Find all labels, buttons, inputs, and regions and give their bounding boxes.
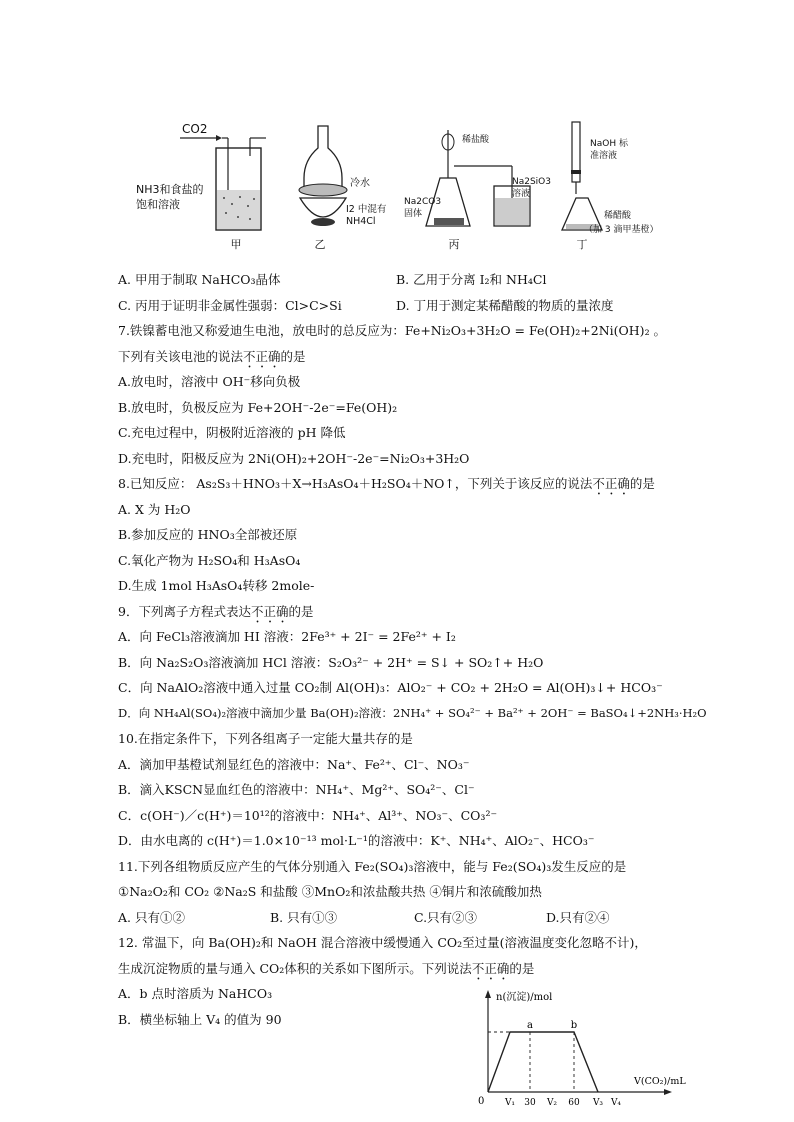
y-axis-arrow xyxy=(485,990,491,998)
q7-stem-1: 7.铁镍蓄电池又称爱迪生电池，放电时的总反应为：Fe+Ni₂O₃+3H₂O = Fe(OH)₂+2Ni(OH)₂ 。 xyxy=(118,323,667,338)
na2sio3-label: Na2SiO3 溶液 xyxy=(512,177,551,199)
q8-emphasis: 不正确 xyxy=(592,476,630,491)
q12-emphasis: 不正确 xyxy=(471,960,510,976)
q11-option-b: B. 只有①③ xyxy=(269,909,338,925)
hcl-label: 稀盐酸 xyxy=(462,135,490,145)
q12-option-b: B．横坐标轴上 V₄ 的值为 90 xyxy=(118,1011,282,1027)
naoh-label: NaOH 标准溶液 xyxy=(590,139,628,161)
q7-stem-text: 下列有关该电池的说法 xyxy=(118,348,244,364)
q9-stem-end: 的是 xyxy=(288,603,314,619)
tick-v4: V₄ xyxy=(610,1098,622,1108)
q12-option-a: A．b 点时溶质为 NaHCO₃ xyxy=(118,986,273,1001)
q8-option-d: D.生成 1mol H₃AsO₄转移 2mole- xyxy=(118,578,315,593)
q9-option-b: B．向 Na₂S₂O₃溶液滴加 HCl 溶液：S₂O₃²⁻ + 2H⁺ = S↓ + SO₂↑+ H₂O xyxy=(118,654,544,670)
na2co3-label: Na2CO3 固体 xyxy=(404,197,442,219)
q10-option-d: D．由水电离的 c(H⁺)＝1.0×10⁻¹³ mol·L⁻¹的溶液中：K⁺、NH₄⁺、AlO₂⁻、HCO₃⁻ xyxy=(118,833,595,848)
q8-option-b: B.参加反应的 HNO₃全部被还原 xyxy=(118,527,298,542)
precipitate-graph-svg xyxy=(474,988,694,1118)
origin-label: 0 xyxy=(478,1096,485,1107)
q9-emphasis: 不正确 xyxy=(250,603,289,619)
q8-option-c: C.氧化产物为 H₂SO₄和 H₃AsO₄ xyxy=(118,552,301,568)
q12-stem-end: 的是 xyxy=(509,960,535,976)
q7-emphasis: 不正确 xyxy=(243,348,281,364)
iodine-mixture-label: I2 中混有 NH4Cl xyxy=(346,204,387,227)
q12-stem-text: 生成沉淀物质的量与通入 CO₂体积的关系如下图所示。下列说法 xyxy=(118,960,472,976)
q12-stem-2 xyxy=(118,956,718,982)
caption-yi: 乙 xyxy=(314,238,326,251)
q9-option-c: C．向 NaAlO₂溶液中通入过量 CO₂制 Al(OH)₃：AlO₂⁻ + CO₂ + 2H₂O = Al(OH)₃↓+ HCO₃⁻ xyxy=(118,680,663,695)
q10-option-c: C．c(OH⁻)／c(H⁺)＝10¹²的溶液中：NH₄⁺、Al³⁺、NO₃⁻、CO₃²⁻ xyxy=(118,807,498,823)
indicator-label: （加 3 滴甲基橙） xyxy=(584,225,659,235)
q9-option-a: A．向 FeCl₃溶液滴加 HI 溶液：2Fe³⁺ + 2I⁻ = 2Fe²⁺ + I₂ xyxy=(118,629,456,644)
precipitate-curve xyxy=(488,1032,598,1092)
y-axis-label: n(沉淀)/mol xyxy=(496,992,553,1003)
q12-stem-1: 12. 常温下，向 Ba(OH)₂和 NaOH 混合溶液中缓慢通入 CO₂至过量(溶液温度变化忽略不计)， xyxy=(118,935,647,950)
q6-option-b: B. 乙用于分离 I₂和 NH₄Cl xyxy=(396,272,547,287)
q10-option-a: A．滴加甲基橙试剂显红色的溶液中：Na⁺、Fe²⁺、Cl⁻、NO₃⁻ xyxy=(118,756,470,772)
q7-option-a: A.放电时，溶液中 OH⁻移向负极 xyxy=(118,374,301,389)
q11-option-a: A. 只有①② xyxy=(118,909,185,925)
q9-stem xyxy=(118,599,718,625)
q8-stem-end: 的是 xyxy=(629,476,655,491)
gas-washing-bottle-diagram xyxy=(120,118,270,238)
q11-option-c: C.只有②③ xyxy=(413,909,478,925)
q7-stem-2 xyxy=(118,344,718,370)
question-text xyxy=(118,267,718,1032)
figure-jia xyxy=(120,118,270,256)
q7-option-c: C.充电过程中，阴极附近溶液的 pH 降低 xyxy=(118,425,346,440)
q6-options-ab xyxy=(118,267,718,293)
precipitate-graph xyxy=(474,988,694,1118)
tick-v2: V₂ xyxy=(546,1098,558,1108)
q8-stem-text: 8.已知反应： As₂S₃＋HNO₃＋X→H₃AsO₄＋H₂SO₄＋NO↑，下列关于该反应的说法 xyxy=(118,476,593,491)
point-a-label: a xyxy=(527,1020,533,1031)
q7-option-b: B.放电时，负极反应为 Fe+2OH⁻-2e⁻=Fe(OH)₂ xyxy=(118,399,398,415)
cold-water-label: 冷水 xyxy=(350,178,370,189)
point-b-label: b xyxy=(570,1020,578,1031)
q11-options xyxy=(118,905,718,931)
figure-yi xyxy=(296,118,396,256)
q11-items: ①Na₂O₂和 CO₂ ②Na₂S 和盐酸 ③MnO₂和浓盐酸共热 ④铜片和浓硫酸加热 xyxy=(118,884,542,899)
apparatus-figures xyxy=(120,118,690,256)
q10-option-b: B．滴入KSCN显血红色的溶液中：NH₄⁺、Mg²⁺、SO₄²⁻、Cl⁻ xyxy=(118,782,475,797)
q9-stem-text: 9．下列离子方程式表达 xyxy=(118,603,251,619)
caption-bing: 丙 xyxy=(448,238,460,251)
acetic-acid-label: 稀醋酸 xyxy=(604,211,632,221)
tick-30: 30 xyxy=(524,1098,536,1108)
q11-stem: 11.下列各组物质反应产生的气体分别通入 Fe₂(SO₄)₃溶液中，能与 Fe₂(SO₄)₃发生反应的是 xyxy=(118,858,627,874)
co2-label: CO2 xyxy=(182,122,208,136)
nh3-solution-label: NH3和食盐的饱和溶液 xyxy=(136,183,204,211)
q6-option-c: C. 丙用于证明非金属性强弱：Cl>C>Si xyxy=(118,297,342,313)
figure-bing xyxy=(404,118,551,256)
q8-option-a: A. X 为 H₂O xyxy=(118,501,191,517)
caption-ding: 丁 xyxy=(576,238,588,251)
q7-stem-end: 的是 xyxy=(280,348,306,364)
q6-option-d: D. 丁用于测定某稀醋酸的物质的量浓度 xyxy=(396,297,614,313)
tick-v1: V₁ xyxy=(504,1098,516,1108)
q6-options-cd xyxy=(118,293,718,319)
caption-jia: 甲 xyxy=(230,238,242,251)
q11-option-d: D.只有②④ xyxy=(545,909,610,925)
q8-stem xyxy=(118,471,718,497)
q10-stem: 10.在指定条件下，下列各组离子一定能大量共存的是 xyxy=(118,731,413,746)
q9-option-d: D．向 NH₄Al(SO₄)₂溶液中滴加少量 Ba(OH)₂溶液：2NH₄⁺ + SO₄²⁻ + Ba²⁺ + 2OH⁻ = BaSO₄↓+2NH₃·H₂O xyxy=(118,705,707,720)
tick-v3: V₃ xyxy=(592,1098,604,1108)
q7-option-d: D.充电时，阳极反应为 2Ni(OH)₂+2OH⁻-2e⁻=Ni₂O₃+3H₂O xyxy=(118,450,470,466)
x-axis-label: V(CO₂)/mL xyxy=(634,1076,686,1087)
q6-option-a: A. 甲用于制取 NaHCO₃晶体 xyxy=(118,272,281,287)
x-axis-arrow xyxy=(664,1089,672,1095)
tick-60: 60 xyxy=(568,1098,580,1108)
figure-ding xyxy=(560,118,690,256)
